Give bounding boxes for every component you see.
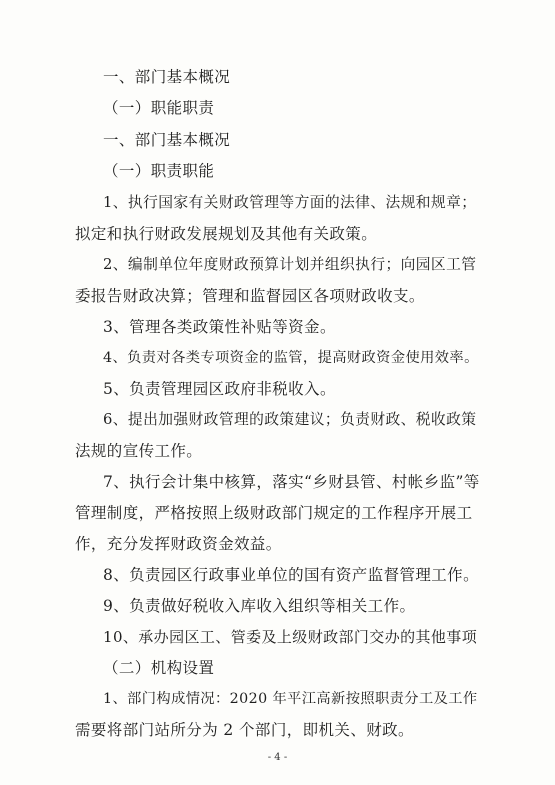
- paragraph-line: 5、负责管理园区政府非税收入。: [103, 380, 336, 398]
- subheading-org-setup: （二）机构设置: [103, 659, 215, 677]
- paragraph-line: 9、负责做好税收入库收入组织等相关工作。: [103, 597, 416, 615]
- paragraph-line: 委报告财政决算；管理和监督园区各项财政收支。: [75, 287, 425, 305]
- heading-dept-overview-repeat: 一、部门基本概况: [103, 131, 231, 149]
- heading-dept-overview: 一、部门基本概况: [103, 68, 231, 86]
- paragraph-line: 8、负责园区行政事业单位的国有资产监督管理工作。: [103, 566, 479, 584]
- paragraph-line: 4、负责对各类专项资金的监管，提高财政资金使用效率。: [103, 350, 479, 366]
- paragraph-line: 法规的宣传工作。: [75, 442, 203, 460]
- paragraph-line: 需要将部门站所分为 2 个部门，即机关、财政。: [75, 721, 414, 739]
- paragraph-line: 7、执行会计集中核算，落实“乡财县管、村帐乡监”等: [103, 473, 480, 491]
- paragraph-line: 拟定和执行财政发展规划及其他有关政策。: [75, 225, 378, 243]
- page-number: - 4 -: [267, 752, 288, 763]
- paragraph-line: 2、编制单位年度财政预算计划并组织执行；向园区工管: [103, 256, 477, 273]
- paragraph-line: 1、执行国家有关财政管理等方面的法律、法规和规章；: [103, 194, 477, 211]
- paragraph-line: 6、提出加强财政管理的政策建议；负责财政、税收政策: [103, 411, 477, 428]
- subheading-duties: （一）职责职能: [103, 162, 215, 180]
- paragraph-line: 3、管理各类政策性补贴等资金。: [103, 318, 336, 336]
- subheading-functions: （一）职能职责: [103, 99, 215, 117]
- paragraph-line: 1、部门构成情况：2020 年平江高新按照职责分工及工作: [103, 691, 478, 707]
- paragraph-line: 管理制度，严格按照上级财政部门规定的工作程序开展工: [75, 504, 473, 522]
- paragraph-line: 10、承办园区工、管委及上级财政部门交办的其他事项: [103, 628, 478, 646]
- paragraph-line: 作，充分发挥财政资金效益。: [75, 535, 282, 553]
